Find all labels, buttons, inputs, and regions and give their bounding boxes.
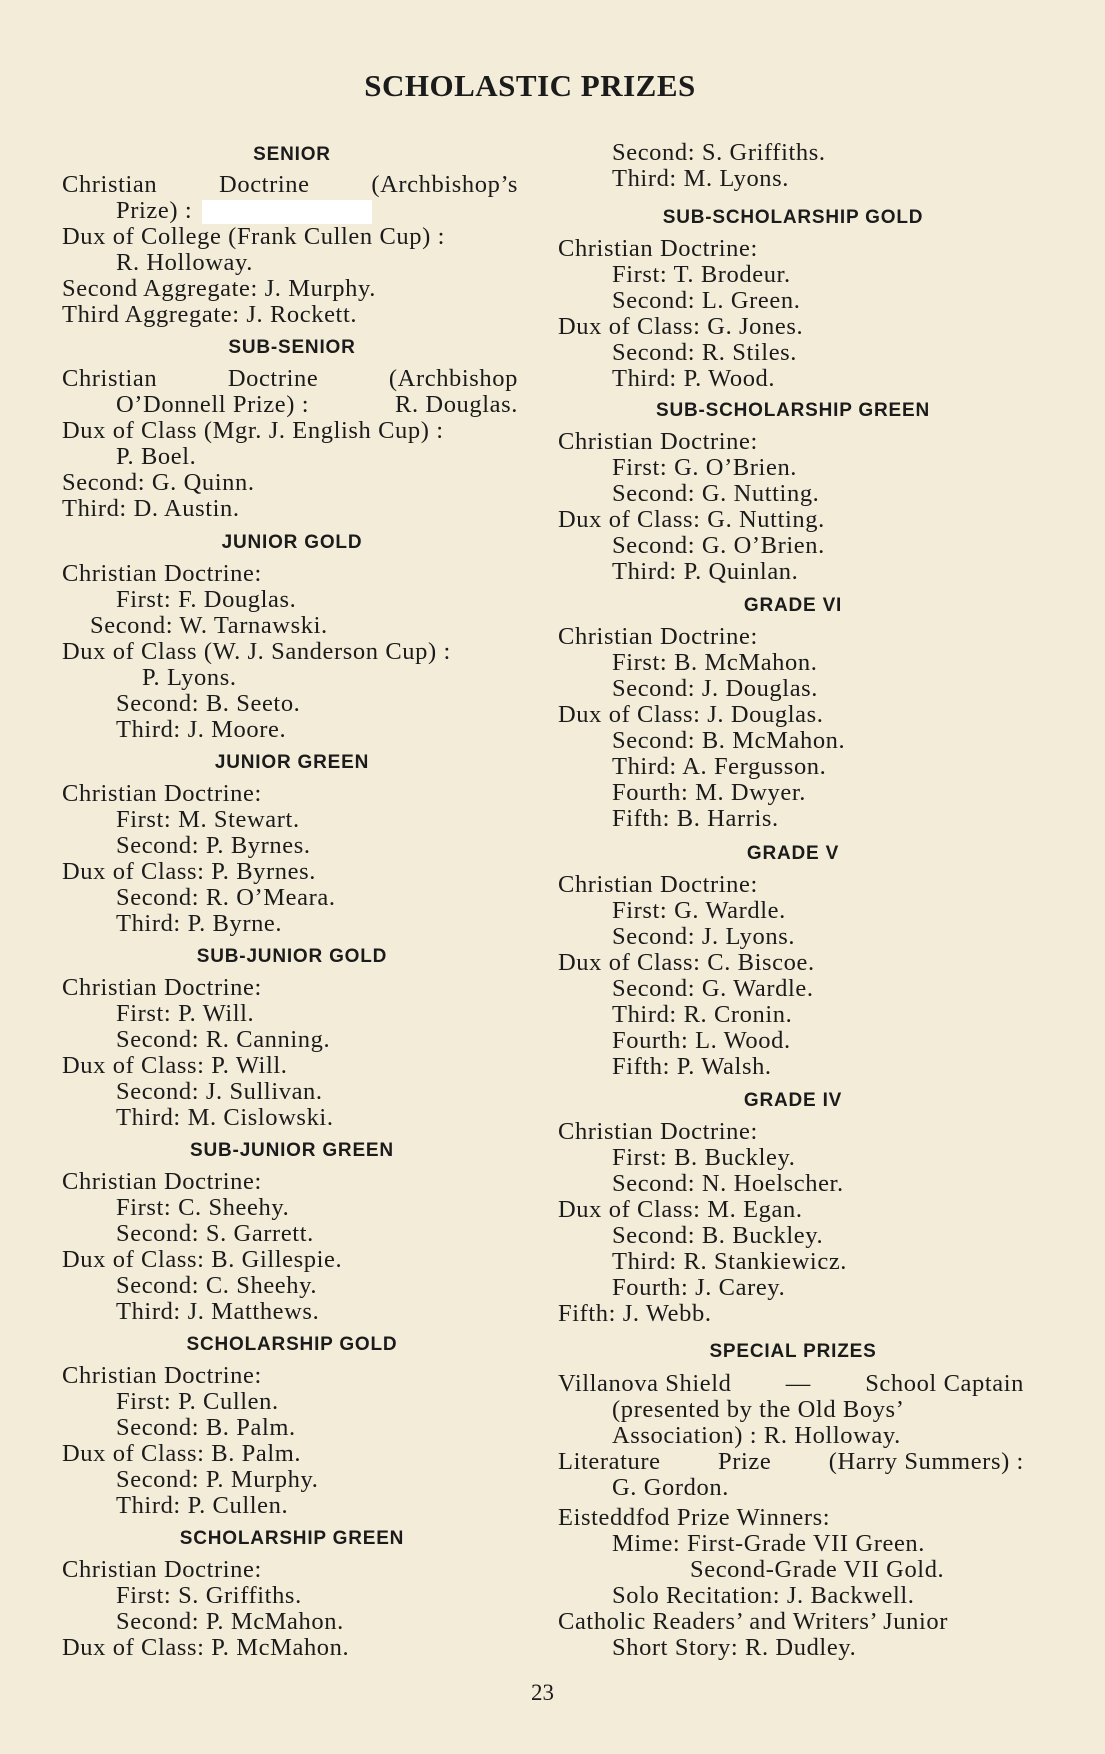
text-line: Dux of Class: P. Byrnes. [62,858,316,885]
text-fragment: School Captain [865,1370,1024,1397]
page-number: 23 [531,1680,554,1705]
text-line: Dux of Class: P. Will. [62,1052,288,1079]
text-line: R. Holloway. [116,249,253,276]
text-line: First: P. Will. [116,1000,255,1027]
text-line: Second: B. McMahon. [612,727,846,754]
text-line [62,198,522,224]
page-title: SCHOLASTIC PRIZES [364,68,696,103]
text-line: Christian Doctrine: [62,1168,262,1195]
text-line: Second: R. Stiles. [612,339,798,366]
section-heading: GRADE IV [743,1090,843,1111]
text-line: Short Story: R. Dudley. [612,1634,857,1661]
text-line: Second-Grade VII Gold. [690,1556,945,1583]
text-line: Second: G. Quinn. [62,469,255,496]
text-line: Second: G. O’Brien. [612,532,825,559]
text-line: Third: J. Matthews. [116,1298,320,1325]
section-heading: SUB-JUNIOR GOLD [196,946,388,967]
text-line: (presented by the Old Boys’ [612,1396,905,1423]
text-line: Christian Doctrine: [62,974,262,1001]
text-line [62,172,522,198]
text-line: Second: S. Griffiths. [612,139,826,166]
text-line: Christian Doctrine: [62,780,262,807]
text-line: Dux of Class (W. J. Sanderson Cup) : [62,638,451,665]
text-line: Third: R. Stankiewicz. [612,1248,848,1275]
text-line: Catholic Readers’ and Writers’ Junior [558,1608,948,1635]
text-line: First: F. Douglas. [116,586,297,613]
text-fragment: Christian [62,365,158,392]
text-line: Christian Doctrine: [62,1362,262,1389]
text-fragment: O’Donnell Prize) : [116,391,310,418]
text-line: Solo Recitation: J. Backwell. [612,1582,915,1609]
text-line: Fourth: L. Wood. [612,1027,791,1054]
text-fragment: Literature [558,1448,661,1475]
text-line: Dux of Class: B. Palm. [62,1440,302,1467]
text-line: Dux of Class: G. Jones. [558,313,804,340]
section-heading: GRADE VI [743,595,843,616]
section-heading: JUNIOR GREEN [214,752,370,773]
text-line: Third: M. Cislowski. [116,1104,334,1131]
text-line [62,366,522,392]
text-line: Dux of Class: G. Nutting. [558,506,825,533]
section-heading: SUB-SCHOLARSHIP GREEN [655,400,931,421]
text-line: Mime: First-Grade VII Green. [612,1530,925,1557]
text-line: Christian Doctrine: [558,623,758,650]
text-line: First: T. Brodeur. [612,261,791,288]
text-line: Fifth: B. Harris. [612,805,779,832]
text-line: First: C. Sheehy. [116,1194,290,1221]
text-line: Second: P. McMahon. [116,1608,344,1635]
text-line: Third: P. Quinlan. [612,558,799,585]
text-line: First: B. Buckley. [612,1144,796,1171]
text-line: Third: J. Moore. [116,716,287,743]
text-line: Fourth: M. Dwyer. [612,779,806,806]
text-line: Second: P. Murphy. [116,1466,319,1493]
text-line [558,1371,1028,1397]
text-line: Fourth: J. Carey. [612,1274,786,1301]
text-line: First: M. Stewart. [116,806,300,833]
text-line: Third: P. Wood. [612,365,776,392]
text-fragment: Christian [62,171,158,198]
text-line: Dux of Class: P. McMahon. [62,1634,350,1661]
section-heading: SCHOLARSHIP GOLD [186,1334,398,1355]
text-line: Christian Doctrine: [558,1118,758,1145]
text-fragment: R. Douglas. [395,391,518,418]
text-line: Second: B. Seeto. [116,690,301,717]
text-line: G. Gordon. [612,1474,729,1501]
text-line: First: P. Cullen. [116,1388,279,1415]
text-line: Second: G. Nutting. [612,480,820,507]
text-line: Third: P. Byrne. [116,910,283,937]
redaction-box [202,200,372,224]
text-line: Dux of Class (Mgr. J. English Cup) : [62,417,444,444]
text-line: Fifth: J. Webb. [558,1300,712,1327]
text-line: First: G. Wardle. [612,897,786,924]
text-line: Second: B. Palm. [116,1414,296,1441]
text-line: Association) : R. Holloway. [612,1422,901,1449]
text-line: Christian Doctrine: [558,428,758,455]
text-fragment: Prize [717,1448,772,1475]
text-line: Third: R. Cronin. [612,1001,793,1028]
text-line: Third: D. Austin. [62,495,240,522]
text-line: Third Aggregate: J. Rockett. [62,301,358,328]
text-fragment: Villanova Shield [558,1370,732,1397]
section-heading: SUB-SCHOLARSHIP GOLD [662,207,924,228]
text-line [558,1449,1028,1475]
text-line: Eisteddfod Prize Winners: [558,1504,831,1531]
text-line: Dux of College (Frank Cullen Cup) : [62,223,446,250]
text-line: Second: N. Hoelscher. [612,1170,844,1197]
section-heading: GRADE V [746,843,840,864]
text-line: Second: S. Garrett. [116,1220,314,1247]
text-line: First: G. O’Brien. [612,454,798,481]
text-fragment: Prize) : [116,197,193,224]
section-heading: SPECIAL PRIZES [709,1341,877,1362]
section-heading: SCHOLARSHIP GREEN [179,1528,405,1549]
text-line: Second: J. Sullivan. [116,1078,323,1105]
text-line: Second: B. Buckley. [612,1222,824,1249]
text-line: Second: P. Byrnes. [116,832,311,859]
text-fragment: (Harry Summers) : [828,1448,1024,1475]
text-fragment: — [785,1370,811,1397]
text-line: P. Boel. [116,443,197,470]
text-line: P. Lyons. [142,664,237,691]
text-line: First: B. McMahon. [612,649,818,676]
text-line: Second: C. Sheehy. [116,1272,318,1299]
text-line: Second: G. Wardle. [612,975,814,1002]
text-line: Fifth: P. Walsh. [612,1053,772,1080]
text-line: Second: R. Canning. [116,1026,331,1053]
text-line: Second: J. Lyons. [612,923,796,950]
text-fragment: (Archbishop [388,365,518,392]
text-line: Christian Doctrine: [558,871,758,898]
text-line: Second: R. O’Meara. [116,884,336,911]
text-line: First: S. Griffiths. [116,1582,302,1609]
text-line: Third: A. Fergusson. [612,753,827,780]
text-line: Second Aggregate: J. Murphy. [62,275,376,302]
section-heading: SUB-SENIOR [228,337,356,358]
text-line: Christian Doctrine: [558,235,758,262]
text-line: Dux of Class: B. Gillespie. [62,1246,343,1273]
text-line: Third: M. Lyons. [612,165,790,192]
text-line: Third: P. Cullen. [116,1492,289,1519]
text-line: Dux of Class: C. Biscoe. [558,949,815,976]
section-heading: JUNIOR GOLD [221,532,363,553]
text-line: Christian Doctrine: [62,560,262,587]
text-fragment: (Archbishop’s [371,171,518,198]
text-line [62,392,522,418]
text-fragment: Doctrine [227,365,319,392]
section-heading: SENIOR [253,144,331,165]
section-heading: SUB-JUNIOR GREEN [190,1140,394,1161]
text-line: Second: J. Douglas. [612,675,819,702]
text-line: Second: W. Tarnawski. [90,612,328,639]
text-line: Dux of Class: M. Egan. [558,1196,803,1223]
text-line: Second: L. Green. [612,287,801,314]
text-line: Dux of Class: J. Douglas. [558,701,824,728]
text-line: Christian Doctrine: [62,1556,262,1583]
text-fragment: Doctrine [219,171,310,198]
